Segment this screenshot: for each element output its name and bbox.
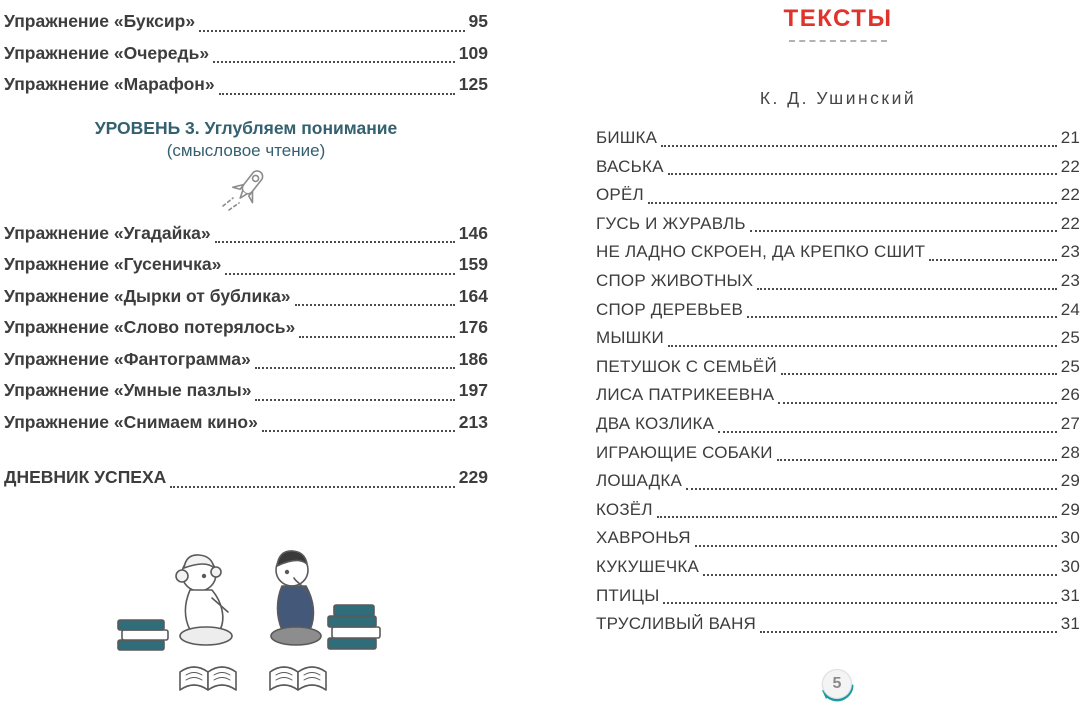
- toc-entry-title: Упражнение «Дырки от бублика»: [4, 285, 291, 306]
- toc-entry-title: Упражнение «Снимаем кино»: [4, 411, 258, 432]
- toc-entry: [596, 610, 1080, 639]
- toc-entry-title: Упражнение «Буксир»: [4, 11, 196, 31]
- dot-leader: [750, 230, 1057, 232]
- dot-leader: [778, 402, 1056, 404]
- toc-entry: [596, 324, 1080, 353]
- toc-entry-page: 21: [1060, 128, 1080, 147]
- dot-leader: [703, 574, 1057, 576]
- dot-leader: [213, 61, 455, 63]
- toc-entry: [596, 553, 1080, 582]
- toc-entry: [596, 496, 1080, 525]
- texts-list: [596, 124, 1080, 639]
- toc-entry-title: ТРУСЛИВЫЙ ВАНЯ: [596, 614, 757, 634]
- dot-leader: [215, 241, 455, 243]
- toc-entry-page: 24: [1060, 299, 1080, 319]
- toc-entry-title: Упражнение «Умные пазлы»: [4, 380, 252, 400]
- toc-entry-page: 30: [1060, 528, 1080, 548]
- dot-leader: [225, 273, 454, 275]
- toc-entry-title: Упражнение «Слово потерялось»: [4, 317, 296, 337]
- dot-leader: [668, 345, 1057, 347]
- toc-entry: [596, 410, 1080, 439]
- texts-heading: ТЕКСТЫ: [783, 5, 893, 32]
- dot-leader: [777, 459, 1057, 461]
- toc-entry: [4, 344, 488, 376]
- dot-leader: [663, 602, 1056, 604]
- toc-entry: [596, 524, 1080, 553]
- dot-leader: [668, 173, 1057, 175]
- dot-leader: [255, 367, 455, 369]
- toc-entry-page: 22: [1060, 185, 1080, 205]
- dot-leader: [170, 486, 455, 488]
- toc-entry-page: 29: [1060, 499, 1080, 519]
- toc-entry-title: Упражнение «Фантограмма»: [4, 348, 251, 369]
- toc-entry-page: 95: [468, 11, 488, 31]
- toc-entry-page: 27: [1060, 413, 1080, 433]
- toc-entry-page: 28: [1060, 442, 1080, 462]
- toc-entry-title: КОЗЁЛ: [596, 499, 653, 519]
- toc-entry-page: 23: [1060, 242, 1080, 262]
- toc-entry-title: Упражнение «Очередь»: [4, 42, 210, 63]
- dot-leader: [661, 145, 1056, 147]
- level-3-heading: [4, 116, 488, 162]
- toc-entry-title: БИШКА: [596, 128, 658, 147]
- toc-entry-page: 31: [1060, 585, 1080, 605]
- right-page: [492, 0, 1088, 712]
- toc-entry: [596, 439, 1080, 468]
- toc-entry-page: 22: [1060, 213, 1080, 233]
- toc-entry-page: 30: [1060, 556, 1080, 576]
- toc-entry-title: ГУСЬ И ЖУРАВЛЬ: [596, 213, 746, 233]
- toc-entry-page: 125: [458, 74, 488, 94]
- toc-entry-page: 159: [458, 254, 488, 274]
- toc-entry: [596, 210, 1080, 239]
- level-3-heading-line2: (смысловое чтение): [166, 140, 326, 160]
- toc-entry-page: 229: [458, 467, 488, 487]
- rocket-icon: [4, 166, 488, 212]
- toc-entry-title: МЫШКИ: [596, 328, 664, 348]
- toc-entry-page: 186: [458, 348, 488, 369]
- toc-entry-title: Упражнение «Гусеничка»: [4, 254, 222, 274]
- heading-dashed-underline: [789, 40, 887, 42]
- dot-leader: [199, 30, 464, 32]
- toc-entry: [596, 381, 1080, 410]
- dot-leader: [760, 631, 1057, 633]
- dot-leader: [781, 373, 1057, 375]
- toc-entry: [4, 281, 488, 313]
- toc-entry-title: СПОР ДЕРЕВЬЕВ: [596, 299, 744, 319]
- dot-leader: [219, 93, 455, 95]
- toc-entry-diary: [4, 462, 488, 494]
- toc-entry-page: 176: [458, 317, 488, 337]
- toc-entry-page: 25: [1060, 356, 1080, 376]
- dot-leader: [757, 288, 1056, 290]
- toc-entry: [4, 375, 488, 407]
- dot-leader: [686, 488, 1057, 490]
- page-number: 5: [823, 670, 851, 698]
- toc-entry-page: 164: [458, 285, 488, 306]
- toc-entry: [4, 6, 488, 38]
- left-page: [0, 0, 492, 712]
- toc-entry-title: ЛОШАДКА: [596, 471, 683, 491]
- toc-entry: [596, 124, 1080, 153]
- toc-entry-page: 31: [1060, 614, 1080, 634]
- dot-leader: [747, 316, 1057, 318]
- toc-entry-title: СПОР ЖИВОТНЫХ: [596, 270, 754, 290]
- toc-entry-page: 25: [1060, 328, 1080, 348]
- toc-entry-title: ПТИЦЫ: [596, 585, 660, 605]
- toc-entry-title: ОРЁЛ: [596, 185, 644, 205]
- dot-leader: [929, 259, 1056, 261]
- toc-entry: [596, 296, 1080, 325]
- toc-entry-page: 26: [1060, 385, 1080, 405]
- dot-leader: [718, 431, 1057, 433]
- toc-entry-title: НЕ ЛАДНО СКРОЕН, ДА КРЕПКО СШИТ: [596, 242, 926, 262]
- toc-entry: [596, 582, 1080, 611]
- toc-entry: [596, 467, 1080, 496]
- dot-leader: [255, 399, 454, 401]
- toc-entry: [596, 267, 1080, 296]
- toc-entry-title: ЛИСА ПАТРИКЕЕВНА: [596, 385, 775, 405]
- toc-entry-title: Упражнение «Угадайка»: [4, 222, 211, 243]
- toc-entry-title: ПЕТУШОК С СЕМЬЁЙ: [596, 356, 777, 376]
- dot-leader: [657, 516, 1057, 518]
- toc-entry: [596, 153, 1080, 182]
- toc-entry-title: КУКУШЕЧКА: [596, 556, 700, 576]
- dot-leader: [695, 545, 1057, 547]
- toc-entry: [4, 218, 488, 250]
- dot-leader: [299, 336, 455, 338]
- toc-entry: [596, 238, 1080, 267]
- toc-entry-title: ВАСЬКА: [596, 156, 664, 176]
- toc-entry-page: 22: [1060, 156, 1080, 176]
- toc-entry: [4, 407, 488, 439]
- dot-leader: [648, 202, 1057, 204]
- toc-entry-page: 29: [1060, 471, 1080, 491]
- author-name: К. Д. Ушинский: [759, 88, 917, 108]
- toc-entry: [4, 249, 488, 281]
- toc-entry-page: 146: [458, 222, 488, 243]
- toc-entry-page: 197: [458, 380, 488, 400]
- dot-leader: [295, 304, 455, 306]
- toc-entry-page: 213: [458, 411, 488, 432]
- children-reading-illustration: [4, 512, 488, 702]
- page-footer: [596, 666, 1080, 712]
- page-number-badge: [818, 666, 858, 706]
- level-3-heading-line1: УРОВЕНЬ 3. Углубляем понимание: [94, 117, 398, 138]
- toc-entry-title: Упражнение «Марафон»: [4, 74, 215, 94]
- toc-entry-title: ДВА КОЗЛИКА: [596, 413, 715, 433]
- toc-entry-page: 109: [458, 42, 488, 63]
- toc-entry-title: ДНЕВНИК УСПЕХА: [4, 467, 167, 487]
- toc-entry: [596, 353, 1080, 382]
- toc-entry: [596, 181, 1080, 210]
- dot-leader: [262, 430, 455, 432]
- toc-entry-title: ИГРАЮЩИЕ СОБАКИ: [596, 442, 773, 462]
- toc-entry: [4, 38, 488, 70]
- toc-entry-page: 23: [1060, 270, 1080, 290]
- toc-entry: [4, 69, 488, 101]
- toc-entry: [4, 312, 488, 344]
- toc-entry-title: ХАВРОНЬЯ: [596, 528, 691, 548]
